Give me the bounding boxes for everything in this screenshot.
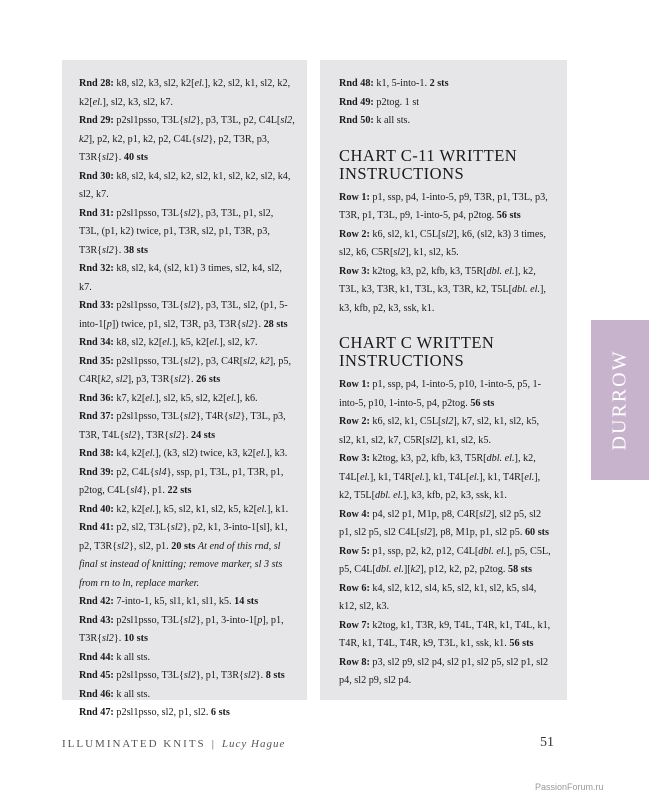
instruction-label: Row 1: <box>339 379 370 390</box>
instruction-label: Rnd 37: <box>79 411 114 422</box>
instruction-text: k4, sl2, k12, sl4, k5, sl2, k1, sl2, k5, sl4, k12, sl2, k3. <box>339 582 537 612</box>
instruction-label: Rnd 34: <box>79 337 114 348</box>
chart-c11-rows <box>339 189 555 319</box>
instruction-text: k1, 5-into-1. 2 sts <box>373 78 449 89</box>
instruction-text: p2sl1psso, T3L{sl2}, p3, T3L, sl2, (p1, 5-into-1[p]) twice, p1, sl2, T3R, p3, T3R{sl2}. 28 sts <box>79 300 288 330</box>
instruction-line <box>339 94 555 113</box>
instruction-text: p1, ssp, p2, k2, p12, C4L[dbl. el.], p5, C5L, p5, C4L[dbl. el.][k2], p12, k2, p2, p2tog. 58 sts <box>339 545 551 575</box>
instruction-label: Rnd 40: <box>79 503 114 515</box>
instruction-text: k all sts. <box>373 115 411 126</box>
instruction-text: k2, k2[el.], k5, sl2, k1, sl2, k5, k2[el.], k1. <box>113 503 289 515</box>
book-title: ILLUMINATED KNITS <box>62 738 206 750</box>
instruction-line <box>339 580 555 617</box>
instruction-text: p2sl1psso, T3L{sl2}, p3, T3L, p2, C4L[sl2, k2], p2, k2, p1, k2, p2, C4L{sl2}, p2, T3R, p3, T3R{sl2}. 40 sts <box>79 115 295 163</box>
instruction-text: p2, sl2, T3L{sl2}, p2, k1, 3-into-1[sl], k1, p2, T3R{sl2}, sl2, p1. 20 sts At end of this rnd, sl final st instead of knitting; remove marker, sl 3 sts from rn to ln, replace marker. <box>79 522 288 589</box>
instruction-text: 7-into-1, k5, sl1, k1, sl1, k5. 14 sts <box>113 596 259 607</box>
author-name: Lucy Hague <box>221 738 286 750</box>
instruction-line <box>339 75 555 94</box>
instruction-label: Rnd 44: <box>79 651 114 663</box>
chart-c-rows <box>339 376 555 691</box>
instruction-label: Rnd 42: <box>79 596 114 607</box>
instruction-line <box>339 450 555 506</box>
instruction-label: Rnd 47: <box>79 707 114 718</box>
side-tab-label: DURROW <box>608 349 631 451</box>
instruction-line <box>79 353 295 390</box>
instruction-line <box>79 297 295 334</box>
instruction-line <box>79 445 295 464</box>
instruction-label: Row 3: <box>339 453 370 464</box>
section-side-tab <box>591 320 649 480</box>
instruction-label: Rnd 30: <box>79 170 114 182</box>
instruction-label: Rnd 31: <box>79 207 114 219</box>
instruction-line <box>79 390 295 409</box>
instruction-line <box>339 617 555 654</box>
instruction-text: k2tog, k3, p2, kfb, k3, T5R[dbl. el.], k2, T3L, k3, T3R, k1, T3L, k3, T3R, k2, T5L[dbl. el.], k3, kfb, p2, k3, ssk, k1. <box>339 265 546 314</box>
instruction-label: Rnd 29: <box>79 115 114 126</box>
instruction-line <box>79 612 295 649</box>
instruction-label: Row 2: <box>339 416 370 427</box>
instruction-label: Rnd 38: <box>79 448 114 459</box>
instruction-text: k8, sl2, k3, sl2, k2[el.], k2, sl2, k1, sl2, k2, k2[el.], sl2, k3, sl2, k7. <box>79 78 291 108</box>
instruction-label: Row 6: <box>339 582 370 594</box>
instruction-line <box>79 334 295 353</box>
instruction-label: Row 7: <box>339 619 370 631</box>
instruction-text: p2sl1psso, T3L{sl2}, T4R{sl2}, T3L, p3, T3R, T4L{sl2}, T3R{sl2}. 24 sts <box>79 411 286 441</box>
instruction-label: Row 5: <box>339 545 370 557</box>
instruction-label: Rnd 39: <box>79 466 114 478</box>
right-column-panel <box>320 60 567 700</box>
instruction-label: Row 1: <box>339 191 370 203</box>
instruction-line <box>339 654 555 691</box>
instruction-text: k2tog, k3, p2, kfb, k3, T5R[dbl. el.], k2, T4L[el.], k1, T4R[el.], k1, T4L[el.], k1, T4R[el.], k2, T5L[dbl. el.], k3, kfb, p2, k3, ssk, k1. <box>339 453 541 501</box>
instruction-line <box>79 112 295 168</box>
instruction-label: Rnd 46: <box>79 688 114 700</box>
instruction-line <box>79 260 295 297</box>
instruction-line <box>79 593 295 612</box>
instruction-line <box>339 376 555 413</box>
instruction-line <box>79 686 295 705</box>
instruction-line <box>79 667 295 686</box>
instruction-label: Rnd 43: <box>79 614 114 626</box>
instruction-line <box>79 704 295 723</box>
left-instructions <box>62 60 307 723</box>
instruction-text: k all sts. <box>113 651 151 663</box>
instruction-label: Rnd 28: <box>79 78 114 89</box>
instruction-line <box>339 543 555 580</box>
instruction-line <box>79 75 295 112</box>
instruction-line <box>79 408 295 445</box>
instruction-label: Row 3: <box>339 265 370 277</box>
instruction-text: p1, ssp, p4, 1-into-5, p9, T3R, p1, T3L, p3, T3R, p1, T3L, p9, 1-into-5, p4, p2tog. 56 sts <box>339 191 548 221</box>
instruction-label: Row 2: <box>339 228 370 240</box>
instruction-line <box>339 189 555 226</box>
instruction-text: p2sl1psso, sl2, p1, sl2. 6 sts <box>113 707 230 718</box>
instruction-text: k8, sl2, k4, (sl2, k1) 3 times, sl2, k4, sl2, k7. <box>79 263 282 293</box>
instruction-text: p2sl1psso, T3L{sl2}, p1, 3-into-1[p], p1, T3R{sl2}. 10 sts <box>79 614 284 644</box>
chart-c-heading: CHART C WRITTEN INSTRUCTIONS <box>339 333 495 370</box>
instruction-text: k all sts. <box>113 688 151 700</box>
instruction-line <box>339 263 555 319</box>
page-number: 51 <box>540 735 554 750</box>
instruction-line <box>339 112 555 131</box>
instruction-line <box>79 519 295 593</box>
instruction-text: k6, sl2, k1, C5L[sl2], k7, sl2, k1, sl2, k5, sl2, k1, sl2, k7, C5R[sl2], k1, sl2, k5. <box>339 416 540 446</box>
instruction-text: p2sl1psso, T3L{sl2}, p3, C4R[sl2, k2], p5, C4R[k2, sl2], p3, T3R{sl2}. 26 sts <box>79 355 291 385</box>
instruction-label: Rnd 48: <box>339 78 374 89</box>
instruction-line <box>79 501 295 520</box>
rounds-continued <box>339 75 555 131</box>
instruction-line <box>79 205 295 261</box>
instruction-line <box>79 649 295 668</box>
instruction-text: p3, sl2 p9, sl2 p4, sl2 p1, sl2 p5, sl2 p1, sl2 p4, sl2 p9, sl2 p4. <box>339 656 549 686</box>
chart-c11-heading: CHART C-11 WRITTEN INSTRUCTIONS <box>339 145 518 183</box>
instruction-text: p2sl1psso, T3L{sl2}, p1, T3R{sl2}. 8 sts <box>113 670 285 681</box>
instruction-label: Rnd 32: <box>79 263 114 274</box>
instruction-text: p2, C4L{sl4}, ssp, p1, T3L, p1, T3R, p1, p2tog, C4L{sl4}, p1. 22 sts <box>79 466 284 496</box>
instruction-label: Rnd 36: <box>79 392 114 404</box>
instruction-text: p2tog. 1 st <box>373 96 420 108</box>
instruction-label: Rnd 49: <box>339 96 374 108</box>
instruction-label: Rnd 45: <box>79 670 114 681</box>
right-instructions <box>320 60 567 691</box>
watermark: PassionForum.ru <box>535 782 604 792</box>
instruction-text: k4, k2[el.], (k3, sl2) twice, k3, k2[el.], k3. <box>113 448 288 459</box>
instruction-text: p2sl1psso, T3L{sl2}, p3, T3L, p1, sl2, T3L, (p1, k2) twice, p1, T3R, sl2, p1, T3R, p3, T3R{sl2}. 38 sts <box>79 207 274 256</box>
page-footer <box>62 738 285 750</box>
instruction-line <box>79 464 295 501</box>
instruction-text: k8, sl2, k4, sl2, k2, sl2, k1, sl2, k2, sl2, k4, sl2, k7. <box>79 170 291 200</box>
instruction-line <box>339 226 555 263</box>
instruction-label: Rnd 33: <box>79 300 114 311</box>
instruction-label: Rnd 35: <box>79 355 114 367</box>
instruction-line <box>339 413 555 450</box>
footer-separator: | <box>211 738 216 750</box>
instruction-label: Rnd 50: <box>339 115 374 126</box>
instruction-text: k7, k2[el.], sl2, k5, sl2, k2[el.], k6. <box>113 392 258 404</box>
instruction-text: k2tog, k1, T3R, k9, T4L, T4R, k1, T4L, k1, T4R, k1, T4L, T4R, k9, T3L, k1, ssk, k1. 56 sts <box>339 619 551 649</box>
instruction-text: k8, sl2, k2[el.], k5, k2[el.], sl2, k7. <box>113 337 258 348</box>
instruction-text: p4, sl2 p1, M1p, p8, C4R[sl2], sl2 p5, sl2 p1, sl2 p5, sl2 C4L[sl2], p8, M1p, p1, sl2 p5. 60 sts <box>339 508 550 538</box>
instruction-text: k6, sl2, k1, C5L[sl2], k6, (sl2, k3) 3 times, sl2, k6, C5R[sl2], k1, sl2, k5. <box>339 228 546 258</box>
instruction-text: p1, ssp, p4, 1-into-5, p10, 1-into-5, p5, 1-into-5, p10, 1-into-5, p4, p2tog. 56 sts <box>339 379 542 409</box>
left-column-panel <box>62 60 307 718</box>
instruction-label: Row 4: <box>339 508 370 520</box>
instruction-line <box>79 168 295 205</box>
instruction-line <box>339 506 555 543</box>
instruction-label: Rnd 41: <box>79 522 114 533</box>
instruction-label: Row 8: <box>339 656 370 668</box>
